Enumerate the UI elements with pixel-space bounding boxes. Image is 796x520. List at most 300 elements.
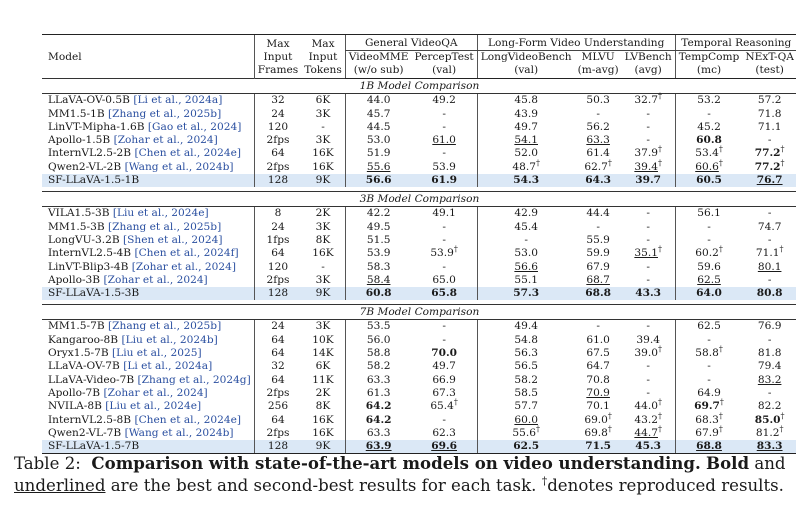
model-name-cell	[42, 320, 254, 334]
perceptest-cell	[412, 147, 478, 160]
longvideobench-value: 43.9	[514, 107, 538, 120]
longvideobench-cell	[477, 400, 574, 413]
nextqa-cell	[742, 108, 796, 121]
group-header-temporal: Temporal Reasoning	[675, 35, 796, 51]
model-citation: [Shen et al., 2024]	[123, 233, 223, 246]
model-column-header: Model	[42, 35, 254, 79]
longvideobench-value: 56.5	[514, 360, 538, 373]
longvideobench-value: 53.0	[514, 247, 538, 260]
nextqa-value: -	[767, 207, 772, 220]
nextqa-cell	[742, 320, 796, 334]
videomme-cell	[345, 221, 411, 234]
lvbench-cell	[622, 174, 676, 187]
perceptest-value: -	[442, 220, 446, 233]
table-row	[42, 121, 796, 134]
mlvu-cell	[575, 320, 622, 334]
videomme-value: 51.9	[366, 147, 391, 160]
nextqa-value: 71.8	[757, 107, 782, 120]
model-name-cell	[42, 414, 254, 427]
tokens-cell: 16K	[312, 147, 334, 160]
model-citation: [Chen et al., 2024f]	[134, 247, 239, 260]
dagger-mark: †	[453, 397, 458, 407]
videomme-cell	[345, 161, 411, 174]
perceptest-cell	[412, 334, 478, 347]
lvbench-cell	[622, 134, 676, 147]
tokens-cell: 3K	[315, 107, 331, 120]
longvideobench-cell	[477, 424, 574, 440]
mlvu-value: 44.4	[586, 207, 610, 220]
tokens-cell: 6K	[315, 94, 331, 107]
mlvu-value: 63.3	[586, 134, 610, 147]
section-header-row	[42, 79, 796, 94]
table-row	[42, 261, 796, 274]
lvbench-cell	[622, 207, 676, 221]
tempcomp-value: -	[707, 233, 711, 246]
tempcomp-cell	[675, 108, 742, 121]
perceptest-value: 53.9	[430, 247, 454, 260]
model-citation: [Zhang et al., 2024g]	[137, 373, 251, 386]
dagger-mark: †	[453, 244, 458, 254]
perceptest-cell	[412, 320, 478, 334]
perceptest-value: -	[442, 233, 446, 246]
longvideobench-cell	[477, 108, 574, 121]
max-frames-line-2: Input	[263, 51, 293, 63]
lvbench-value: -	[646, 260, 650, 273]
frames-cell: 64	[254, 374, 301, 387]
table-row	[42, 94, 796, 108]
longvideobench-cell	[477, 147, 574, 160]
dagger-mark: †	[718, 244, 723, 254]
model-name: Oryx1.5-7B	[48, 347, 109, 360]
perceptest-value: 53.9	[432, 160, 456, 173]
nextqa-cell	[742, 287, 796, 300]
videomme-value: 53.5	[366, 320, 391, 333]
longvideobench-value: 56.6	[514, 260, 538, 273]
perceptest-value: -	[442, 333, 446, 346]
model-name: LinVT-Blip3-4B	[48, 260, 129, 273]
longvideobench-value: 55.6	[512, 426, 536, 439]
lvbench-value: -	[646, 233, 650, 246]
lvbench-value: -	[646, 373, 650, 386]
longvideobench-value: 48.7	[512, 160, 536, 173]
longvideobench-cell	[477, 360, 574, 373]
tempcomp-value: -	[707, 107, 711, 120]
longvideobench-value: 57.7	[514, 400, 538, 413]
perceptest-value: 65.4	[430, 400, 454, 413]
nextqa-cell	[742, 261, 796, 274]
tokens-cell: 16K	[312, 160, 334, 173]
dagger-mark: †	[535, 424, 540, 434]
nextqa-value: 77.2	[754, 147, 781, 160]
longvideobench-value: 49.7	[514, 120, 538, 133]
dagger-mark: †	[780, 411, 785, 420]
tempcomp-value: 69.7	[694, 400, 720, 413]
nextqa-value: 71.1	[755, 247, 780, 260]
perceptest-value: 67.3	[432, 386, 456, 399]
tempcomp-value: 53.4	[695, 147, 719, 160]
perceptest-cell	[412, 108, 478, 121]
dagger-mark: †	[718, 144, 723, 154]
max-frames-header	[254, 35, 301, 79]
model-citation: [Gao et al., 2024]	[147, 120, 242, 133]
nextqa-cell	[742, 144, 796, 160]
model-name: InternVL2.5-4B	[48, 247, 132, 260]
nextqa-value: 57.2	[757, 94, 782, 107]
videomme-cell	[345, 347, 411, 360]
model-name: NVILA-8B	[48, 400, 102, 413]
perceptest-value: 70.0	[431, 347, 458, 360]
mlvu-value: 69.8	[584, 426, 608, 439]
mlvu-cell	[575, 274, 622, 287]
table-row	[42, 234, 796, 247]
section-header-row	[42, 305, 796, 320]
model-name: Apollo-1.5B	[48, 134, 111, 147]
section-title: 3B Model Comparison	[42, 192, 796, 207]
lvbench-cell	[622, 261, 676, 274]
frames-cell: 2fps	[254, 427, 301, 440]
lvbench-cell	[622, 221, 676, 234]
model-name-cell	[42, 134, 254, 147]
col-header-mlvu: MLVU	[581, 51, 615, 64]
nextqa-value: 79.4	[757, 360, 782, 373]
lvbench-cell	[622, 397, 676, 413]
mlvu-cell	[575, 247, 622, 260]
tokens-cell: 8K	[315, 400, 331, 413]
longvideobench-cell	[477, 174, 574, 187]
table-row	[42, 134, 796, 147]
table-row	[42, 247, 796, 260]
mlvu-value: -	[596, 320, 600, 333]
videomme-cell	[345, 374, 411, 387]
dagger-mark: †	[535, 158, 540, 168]
lvbench-cell	[622, 424, 676, 440]
table-caption	[14, 452, 790, 497]
model-name-cell	[42, 94, 254, 108]
videomme-cell	[345, 320, 411, 334]
table-row	[42, 320, 796, 334]
section-title: 7B Model Comparison	[42, 305, 796, 320]
model-name-cell	[42, 287, 254, 300]
perceptest-cell	[412, 274, 478, 287]
mlvu-cell	[575, 234, 622, 247]
col-header-perceptest: PercepTest	[414, 51, 474, 64]
perceptest-value: 61.9	[431, 174, 458, 187]
model-citation: [Liu et al., 2025]	[112, 347, 202, 360]
frames-cell: 24	[254, 108, 301, 121]
videomme-value: 53.9	[366, 247, 391, 260]
dagger-mark: †	[718, 344, 723, 354]
nextqa-value: 76.9	[757, 320, 782, 333]
mlvu-cell	[575, 147, 622, 160]
dagger-mark: †	[607, 424, 612, 434]
model-name-cell	[42, 360, 254, 373]
group-header-general-videoqa: General VideoQA	[345, 35, 477, 51]
videomme-value: 56.6	[365, 174, 392, 187]
dagger-mark: †	[719, 397, 724, 407]
model-name: MM1.5-3B	[48, 220, 105, 233]
model-citation: [Liu et al., 2024e]	[112, 207, 209, 220]
tokens-cell: 6K	[315, 360, 331, 373]
col-sub-perceptest: (val)	[412, 64, 478, 79]
mlvu-cell	[575, 207, 622, 221]
longvideobench-value: 49.4	[514, 320, 538, 333]
longvideobench-cell	[477, 320, 574, 334]
caption-and-word: and	[754, 454, 786, 473]
tempcomp-value: 62.5	[697, 320, 721, 333]
longvideobench-value: 58.2	[514, 373, 538, 386]
col-sub-longvideobench: (val)	[477, 64, 574, 79]
mlvu-cell	[575, 134, 622, 147]
tokens-cell: 9K	[301, 174, 345, 187]
perceptest-value: 65.8	[431, 287, 458, 300]
mlvu-cell	[575, 400, 622, 413]
perceptest-cell	[412, 287, 478, 300]
videomme-cell	[345, 94, 411, 108]
model-name: Qwen2-VL-2B	[48, 160, 122, 173]
max-tokens-line-1: Max	[311, 37, 335, 50]
dagger-mark: †	[779, 424, 784, 434]
lvbench-value: 43.2	[634, 413, 658, 426]
tempcomp-cell	[675, 134, 742, 147]
dagger-mark: †	[657, 397, 662, 407]
col-sub-videomme: (w/o sub)	[345, 64, 411, 79]
tempcomp-value: 60.2	[695, 247, 719, 260]
videomme-value: 44.0	[366, 94, 391, 107]
mlvu-value: 67.5	[586, 347, 610, 360]
dagger-mark: †	[607, 411, 612, 420]
mlvu-value: 67.9	[586, 260, 610, 273]
tempcomp-value: 58.8	[695, 347, 719, 360]
col-header-lvbench: LVBench	[624, 51, 672, 64]
perceptest-value: 49.1	[432, 207, 456, 220]
videomme-cell	[345, 234, 411, 247]
nextqa-value: 81.8	[757, 347, 782, 360]
perceptest-value: -	[442, 413, 446, 426]
videomme-cell	[345, 261, 411, 274]
nextqa-cell	[742, 244, 796, 260]
nextqa-value: -	[767, 386, 772, 399]
model-citation: [Liu et al., 2024e]	[105, 400, 202, 413]
dagger-mark: †	[657, 411, 662, 420]
dagger-mark: †	[657, 144, 662, 154]
lvbench-cell	[622, 387, 676, 400]
lvbench-cell	[622, 287, 676, 300]
lvbench-value: 44.7	[634, 426, 658, 439]
model-name-cell	[42, 427, 254, 440]
perceptest-value: 69.6	[431, 440, 458, 453]
dagger-mark: †	[657, 244, 662, 254]
mlvu-cell	[575, 387, 622, 400]
mlvu-value: 70.9	[586, 386, 610, 399]
model-citation: [Zohar et al., 2024]	[103, 273, 208, 286]
model-name-cell	[42, 400, 254, 413]
model-name: SF-LLaVA-1.5-3B	[48, 287, 140, 300]
tokens-cell: 16K	[312, 426, 334, 439]
model-name: MM1.5-1B	[48, 107, 105, 120]
table-body	[42, 79, 796, 454]
lvbench-value: 43.3	[635, 287, 662, 300]
tempcomp-cell	[675, 344, 742, 360]
frames-cell: 2fps	[254, 134, 301, 147]
videomme-cell	[345, 400, 411, 413]
nextqa-value: 85.0	[754, 413, 781, 426]
table-row	[42, 334, 796, 347]
perceptest-value: 62.3	[432, 426, 456, 439]
model-name: LLaVA-Video-7B	[48, 373, 135, 386]
model-citation: [Li et al., 2024a]	[133, 94, 223, 107]
perceptest-cell	[412, 360, 478, 373]
nextqa-cell	[742, 387, 796, 400]
perceptest-cell	[412, 121, 478, 134]
tempcomp-cell	[675, 221, 742, 234]
lvbench-cell	[622, 144, 676, 160]
col-header-longvideobench: LongVideoBench	[477, 51, 574, 64]
frames-cell: 2fps	[254, 274, 301, 287]
frames-cell: 1fps	[254, 234, 301, 247]
longvideobench-value: 52.0	[514, 147, 538, 160]
mlvu-value: -	[596, 107, 600, 120]
dagger-mark: †	[657, 344, 662, 354]
nextqa-cell	[742, 134, 796, 147]
tempcomp-value: -	[707, 360, 711, 373]
videomme-cell	[345, 334, 411, 347]
tempcomp-value: 64.9	[697, 386, 721, 399]
tokens-cell: 3K	[315, 220, 331, 233]
tokens-cell: -	[321, 260, 325, 273]
table-row	[42, 347, 796, 360]
nextqa-cell	[742, 347, 796, 360]
model-name-cell	[42, 374, 254, 387]
mlvu-cell	[575, 287, 622, 300]
max-tokens-line-3: Tokens	[304, 64, 342, 77]
model-citation: [Zohar et al., 2024]	[131, 260, 236, 273]
tokens-cell: 3K	[315, 273, 331, 286]
model-name-cell	[42, 347, 254, 360]
tokens-cell: 9K	[301, 287, 345, 300]
videomme-cell	[345, 414, 411, 427]
model-name-cell	[42, 221, 254, 234]
lvbench-value: -	[646, 273, 650, 286]
tempcomp-cell	[675, 174, 742, 187]
table-row	[42, 387, 796, 400]
mlvu-value: 71.5	[585, 440, 612, 453]
caption-label: Table 2:	[14, 454, 81, 473]
dagger-mark: †	[657, 158, 662, 168]
lvbench-value: -	[646, 107, 650, 120]
dagger-mark: †	[780, 158, 785, 168]
model-name-cell	[42, 161, 254, 174]
model-name-cell	[42, 334, 254, 347]
mlvu-value: 61.4	[586, 147, 610, 160]
lvbench-value: 44.0	[634, 400, 658, 413]
lvbench-value: -	[646, 320, 650, 333]
section-title: 1B Model Comparison	[42, 79, 796, 94]
perceptest-value: -	[442, 147, 446, 160]
nextqa-cell	[742, 274, 796, 287]
lvbench-value: 39.4	[634, 160, 658, 173]
mlvu-value: 62.7	[584, 160, 608, 173]
tempcomp-value: -	[707, 373, 711, 386]
perceptest-value: -	[442, 107, 446, 120]
longvideobench-cell	[477, 94, 574, 108]
model-name: InternVL2.5-2B	[48, 147, 132, 160]
col-header-tempcomp: TempComp	[675, 51, 742, 64]
perceptest-cell	[412, 234, 478, 247]
videomme-cell	[345, 108, 411, 121]
dagger-mark: †	[607, 158, 612, 168]
longvideobench-cell	[477, 207, 574, 221]
lvbench-value: -	[646, 120, 650, 133]
tokens-cell: 9K	[301, 440, 345, 454]
lvbench-value: -	[646, 134, 650, 147]
perceptest-value: -	[442, 120, 446, 133]
longvideobench-value: 55.1	[514, 273, 538, 286]
model-name-cell	[42, 121, 254, 134]
tokens-cell: 2K	[315, 386, 331, 399]
lvbench-cell	[622, 374, 676, 387]
mlvu-cell	[575, 94, 622, 108]
longvideobench-value: 45.4	[514, 220, 538, 233]
tempcomp-cell	[675, 387, 742, 400]
tempcomp-value: 64.0	[696, 287, 722, 300]
longvideobench-cell	[477, 121, 574, 134]
mlvu-cell	[575, 108, 622, 121]
model-citation: [Chen et al., 2024e]	[134, 413, 242, 426]
videomme-cell	[345, 247, 411, 260]
videomme-cell	[345, 387, 411, 400]
lvbench-cell	[622, 158, 676, 174]
nextqa-cell	[742, 121, 796, 134]
caption-dagger-text: denotes reproduced results.	[547, 476, 784, 495]
model-name-cell	[42, 174, 254, 187]
lvbench-value: 39.7	[635, 174, 662, 187]
nextqa-cell	[742, 207, 796, 221]
nextqa-value: 76.7	[756, 174, 783, 187]
videomme-value: 55.6	[366, 160, 391, 173]
tempcomp-value: 68.3	[695, 413, 719, 426]
frames-cell: 64	[254, 334, 301, 347]
model-citation: [Li et al., 2024a]	[123, 360, 213, 373]
videomme-cell	[345, 147, 411, 160]
lvbench-cell	[622, 344, 676, 360]
tempcomp-cell	[675, 144, 742, 160]
videomme-value: 42.2	[366, 207, 391, 220]
frames-cell: 8	[254, 207, 301, 221]
frames-cell: 128	[254, 287, 301, 300]
model-name: Qwen2-VL-7B	[48, 426, 122, 439]
nextqa-cell	[742, 400, 796, 413]
mlvu-value: 56.2	[586, 120, 610, 133]
tempcomp-value: 60.5	[696, 174, 722, 187]
perceptest-value: 49.2	[432, 94, 456, 107]
lvbench-value: -	[646, 386, 650, 399]
lvbench-value: 39.4	[636, 333, 660, 346]
model-name: LinVT-Mipha-1.6B	[48, 120, 145, 133]
tokens-cell: 14K	[312, 347, 334, 360]
lvbench-value: 39.0	[634, 347, 658, 360]
perceptest-cell	[412, 374, 478, 387]
videomme-value: 49.5	[366, 220, 391, 233]
model-name: SF-LLaVA-1.5-7B	[48, 440, 140, 453]
model-citation: [Zohar et al., 2024]	[103, 386, 208, 399]
mlvu-value: 68.7	[586, 273, 610, 286]
longvideobench-value: 60.0	[514, 413, 538, 426]
perceptest-cell	[412, 207, 478, 221]
model-name-cell	[42, 261, 254, 274]
max-tokens-header	[301, 35, 345, 79]
nextqa-value: -	[767, 273, 772, 286]
videomme-value: 58.3	[366, 260, 391, 273]
